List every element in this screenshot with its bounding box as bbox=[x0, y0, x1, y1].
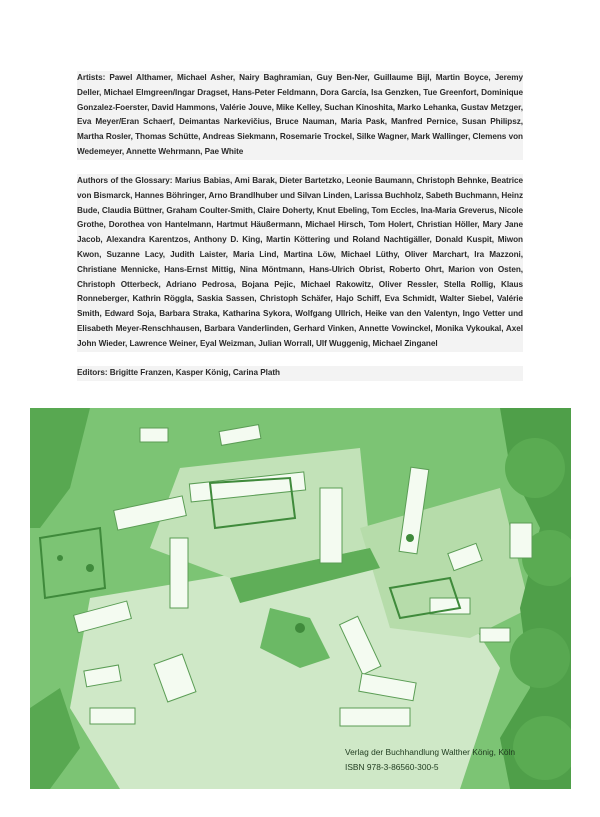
glossary-names: Marius Babias, Ami Barak, Dieter Bartetzko, Leonie Baumann, Christoph Behnke, Beatrice von Bismarck, Hannes Böhringer, Arno Brandlhuber und Silvan Linden, Larissa Buchholz, Sabeth Buchmann, Heinz Bude, Claudia Büttner, Graham Coulter-Smith, Claire Doherty, Knut Ebeling, Tom Eccles, Ina-Maria Greverus, Nicole Grothe, Dorothea von Hantelmann, Hartmut Häußermann, Michael Hirsch, Tom Holert, Christian Höller, Mary Jane Jacob, Alexandra Karentzos, Anthony D. King, Martin Köttering und Roland Nachtigäller, Donald Kuspit, Miwon Kwon, Suzanne Lacy, Judith Laister, Maria Lind, Martina Löw, Michael Lüthy, Oliver Marchart, Ira Mazzoni, Christiane Mennicke, Hans-Ernst Mittig, Nina Möntmann, Hans-Ulrich Obrist, Roberto Ohrt, Marion von Osten, Christoph Otterbeck, Adriano Pedrosa, Bojana Pejic, Michael Rakowitz, Oliver Ressler, Stella Rollig, Klaus Ronneberger, Kathrin Röggla, Saskia Sassen, Christoph Schäfer, Hajo Schiff, Eva Schmidt, Walter Siebel, Valérie Smith, Edward Soja, Barbara Straka, Katharina Sykora, Wolfgang Ullrich, Heike van den Valentyn, Ingo Vetter und Elisabeth Meyer-Renschhausen, Barbara Vanderlinden, Gerhard Vinken, Annette Vowinckel, Monika Vykoukal, Axel John Wieder, Lawrence Weiner, Eyal Weizman, Julian Worrall, Ulf Wuggenig, Michael Zinganel bbox=[77, 176, 523, 348]
editors-list bbox=[77, 366, 523, 381]
glossary-label: Authors of the Glossary: bbox=[77, 176, 173, 185]
publisher-info bbox=[345, 745, 515, 774]
editors-names: Brigitte Franzen, Kasper König, Carina Plath bbox=[109, 368, 280, 377]
aerial-photo bbox=[30, 408, 571, 789]
aerial-photo-graphic bbox=[30, 408, 571, 789]
artists-names: Pawel Althamer, Michael Asher, Nairy Baghramian, Guy Ben-Ner, Guillaume Bijl, Martin Boyce, Jeremy Deller, Michael Elmgreen/Ingar Dragset, Hans-Peter Feldmann, Dora García, Isa Genzken, Tue Greenfort, Dominique Gonzalez-Foerster, David Hammons, Valérie Jouve, Mike Kelley, Suchan Kinoshita, Marko Lehanka, Gustav Metzger, Eva Meyer/Eran Schaerf, Deimantas Narkevičius, Bruce Nauman, Maria Pask, Manfred Pernice, Susan Philipsz, Martha Rosler, Thomas Schütte, Andreas Siekmann, Rosemarie Trockel, Silke Wagner, Mark Wallinger, Clemens von Wedemeyer, Annette Wehrmann, Pae White bbox=[77, 73, 523, 156]
artists-label: Artists: bbox=[77, 73, 106, 82]
isbn-number: ISBN 978-3-86560-300-5 bbox=[345, 761, 439, 772]
publisher-name: Verlag der Buchhandlung Walther König, Köln bbox=[345, 747, 516, 757]
editors-label: Editors: bbox=[77, 368, 108, 377]
glossary-authors-list bbox=[77, 174, 523, 352]
artists-list bbox=[77, 71, 523, 160]
